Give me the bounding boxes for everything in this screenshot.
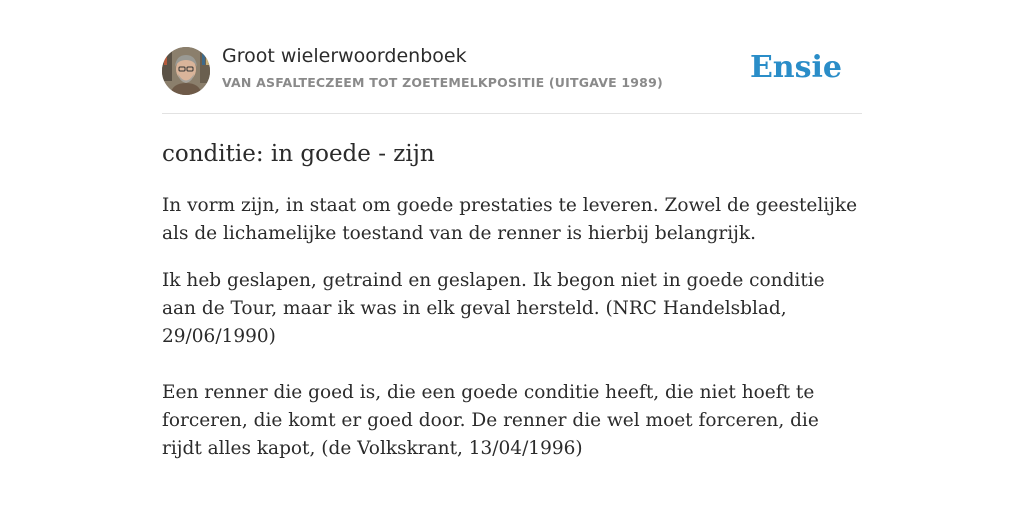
author-portrait-icon[interactable] xyxy=(162,47,210,95)
source-header xyxy=(162,0,862,114)
ensie-logo[interactable]: Ensie xyxy=(749,50,842,85)
example-quote: Ik heb geslapen, getraind en geslapen. Ik begon niet in goede conditie aan de Tour, maar ik was in elk geval hersteld. (NRC Handelsblad, 29/06/1990) xyxy=(162,270,825,347)
source-subtitle: VAN ASFALTECZEEM TOT ZOETEMELKPOSITIE (UITGAVE 1989) xyxy=(222,75,663,90)
example-quote: Een renner die goed is, die een goede conditie heeft, die niet hoeft te forceren, die komt er goed door. De renner die wel moet forceren, die rijdt alles kapot, (de Volkskrant, 13/04/1996) xyxy=(162,382,819,459)
entry-card xyxy=(162,0,862,463)
source-title[interactable]: Groot wielerwoordenboek xyxy=(222,45,467,67)
entry-definition: In vorm zijn, in staat om goede prestaties te leveren. Zowel de geestelijke als de lichamelijke toestand van de renner is hierbij belangrijk. xyxy=(162,195,858,244)
entry-title: conditie: in goede - zijn xyxy=(162,141,435,167)
